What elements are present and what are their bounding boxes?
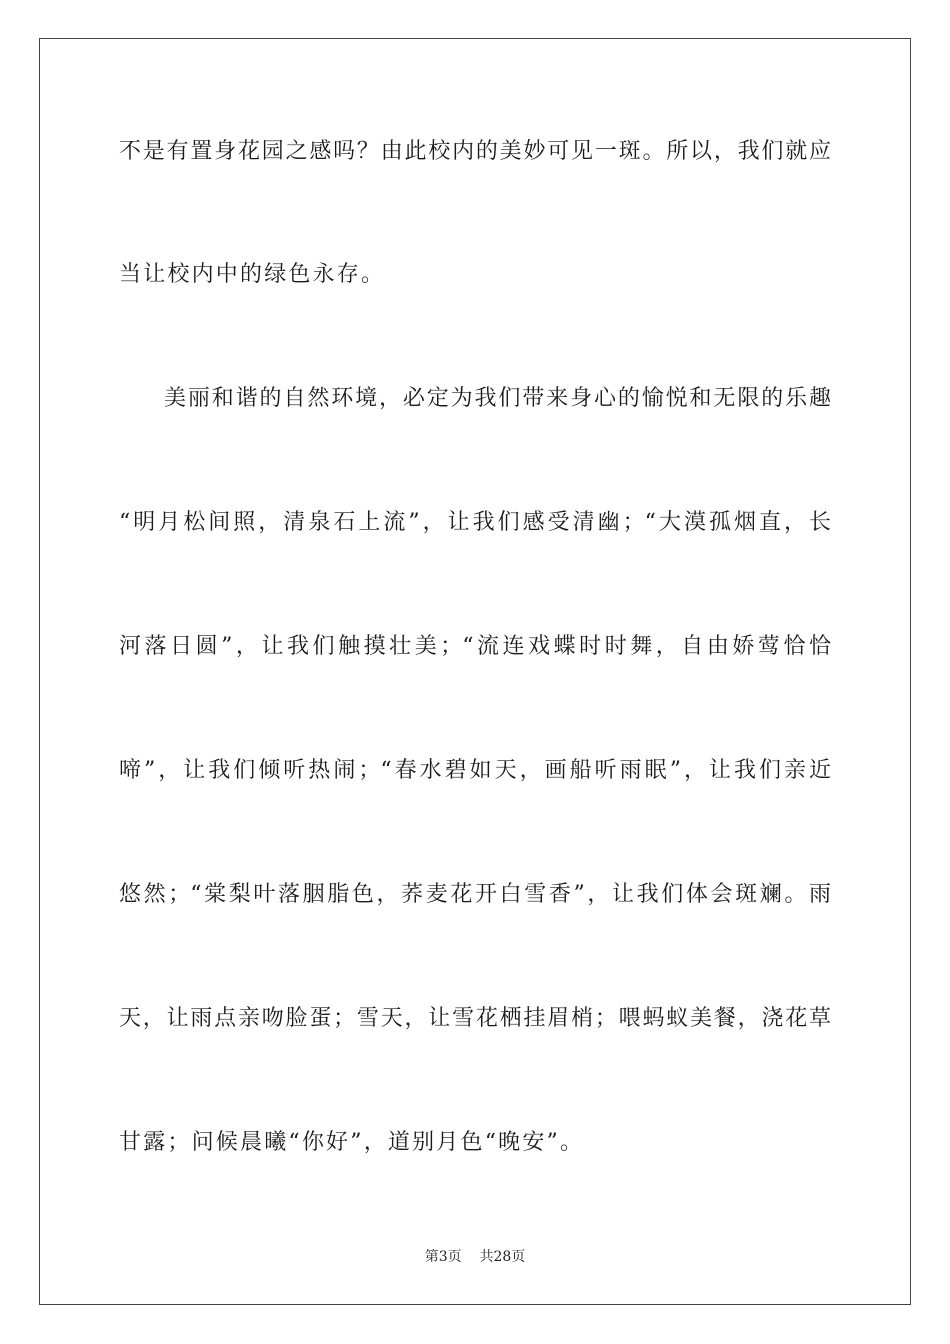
text-line: 河落日圆”，让我们触摸壮美；“流连戏蝶时时舞，自由娇莺恰恰 (119, 634, 831, 659)
total-pages: 共28页 (479, 1249, 526, 1265)
paragraph-first-line: 美丽和谐的自然环境，必定为我们带来身心的愉悦和无限的乐趣 (164, 386, 831, 411)
text-line: 啼”，让我们倾听热闹；“春水碧如天，画船听雨眠”，让我们亲近 (119, 758, 831, 783)
text-line: 不是有置身花园之感吗？由此校内的美妙可见一斑。所以，我们就应 (119, 139, 831, 164)
text-line: 当让校内中的绿色永存。 (119, 262, 386, 287)
page-footer (0, 1248, 950, 1266)
text-line: 甘露；问候晨曦“你好”，道别月色“晚安”。 (119, 1130, 585, 1155)
text-line: 悠然；“棠梨叶落胭脂色，荞麦花开白雪香”，让我们体会斑斓。雨 (119, 882, 831, 907)
text-line: “明月松间照，清泉石上流”，让我们感受清幽；“大漠孤烟直，长 (119, 510, 831, 535)
page-number: 第3页 (424, 1249, 462, 1265)
text-line: 天，让雨点亲吻脸蛋；雪天，让雪花栖挂眉梢；喂蚂蚁美餐，浇花草 (119, 1006, 831, 1031)
page-frame (39, 38, 911, 1305)
